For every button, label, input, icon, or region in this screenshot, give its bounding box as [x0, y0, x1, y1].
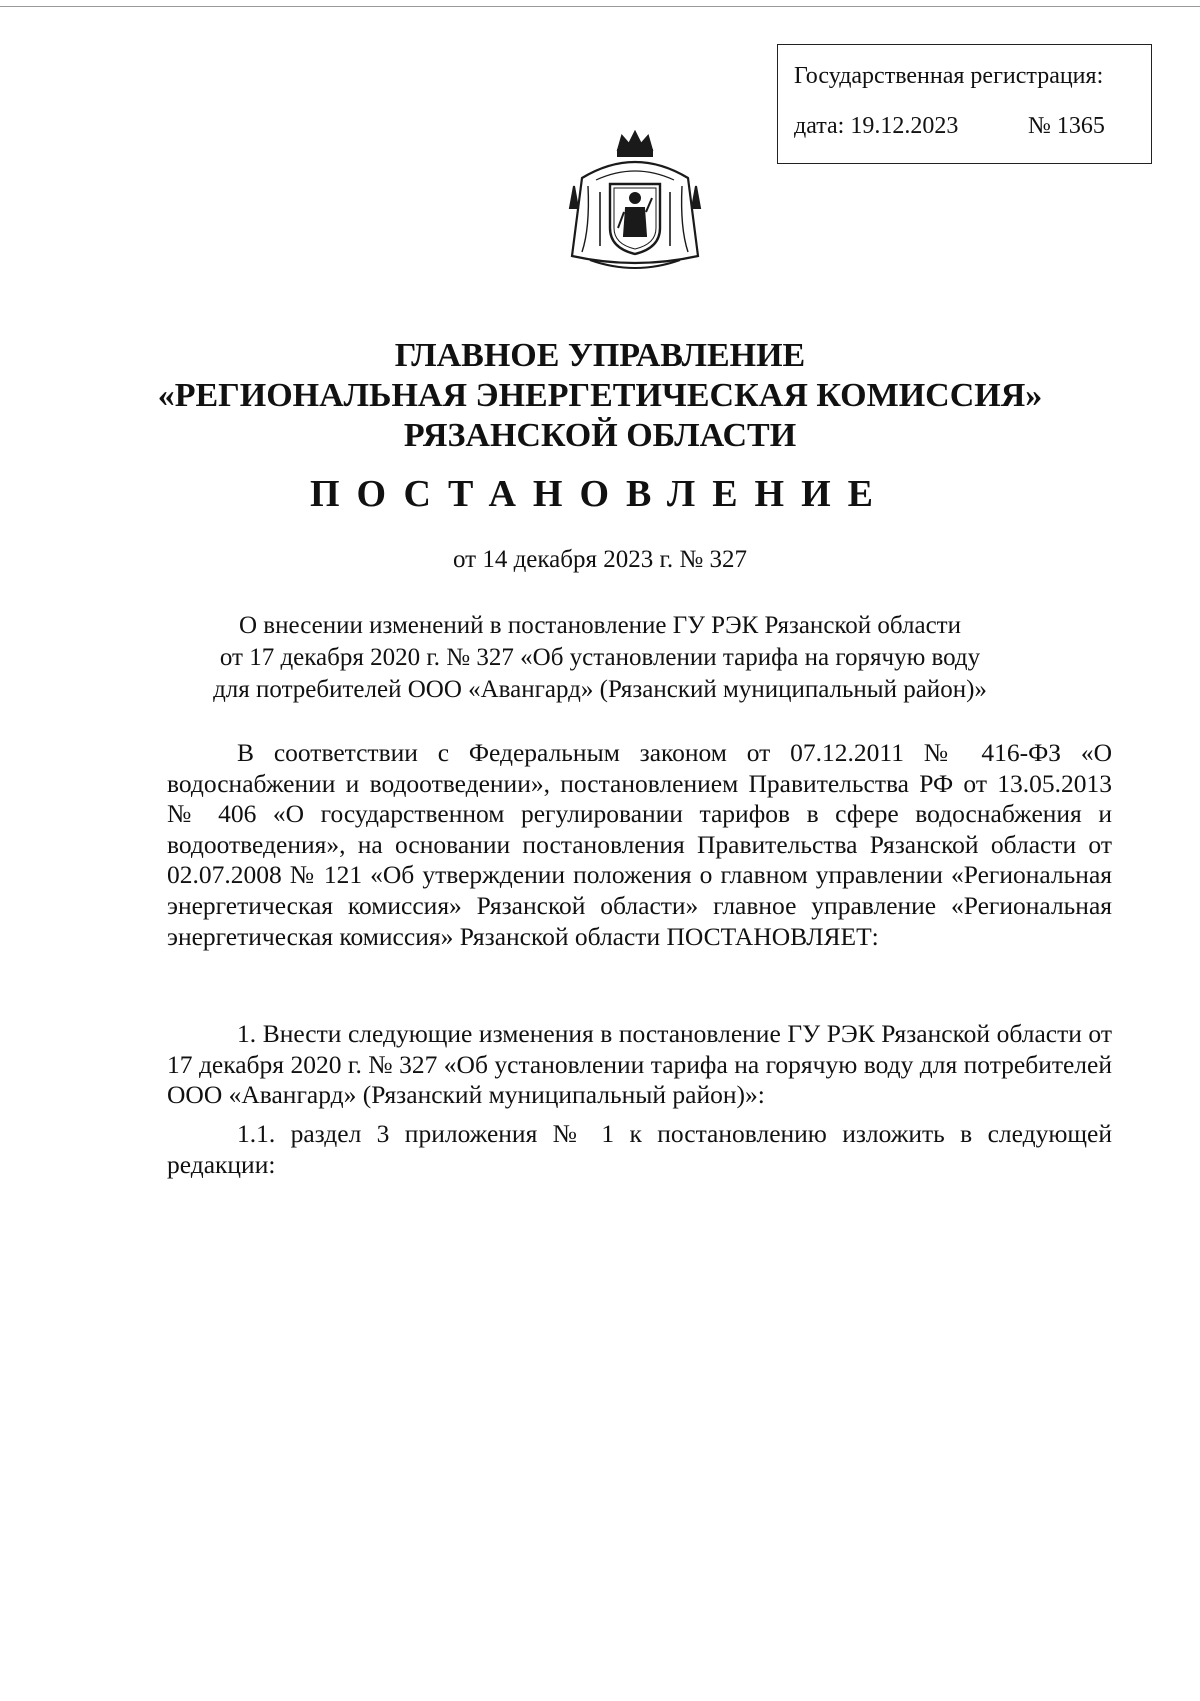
item-1-1-paragraph: 1.1. раздел 3 приложения № 1 к постановлению изложить в следующей редакции:	[167, 1119, 1112, 1179]
page-top-border	[0, 6, 1200, 7]
subject-line-2: от 17 декабря 2020 г. № 327 «Об установлении тарифа на горячую воду	[219, 644, 981, 671]
document-date-number: от 14 декабря 2023 г. № 327	[452, 546, 748, 573]
subject-line-1: О внесении изменений в постановление ГУ РЭК Рязанской области	[239, 612, 961, 639]
authority-line-2: «РЕГИОНАЛЬНАЯ ЭНЕРГЕТИЧЕСКАЯ КОМИССИЯ»	[157, 377, 1043, 414]
registration-title: Государственная регистрация:	[794, 63, 1104, 89]
preamble-paragraph: В соответствии с Федеральным законом от 07.12.2011 № 416-ФЗ «О водоснабжении и водоотведении», постановлением Правительства РФ от 13.05.2013 № 406 «О государственном регулировании тарифов в сфере водоснабжения и водоотведения», на основании постановления Правительства Рязанской области от 02.07.2008 № 121 «Об утверждении положения о главном управлении «Региональная энергетическая комиссия» Рязанской области» главное управление «Региональная энергетическая комиссия» Рязанской области ПОСТАНОВЛЯЕТ:	[167, 738, 1112, 951]
authority-line-3: РЯЗАНСКОЙ ОБЛАСТИ	[403, 417, 797, 454]
item-1-paragraph: 1. Внести следующие изменения в постановление ГУ РЭК Рязанской области от 17 декабря 2020 г. № 327 «Об установлении тарифа на горячую воду для потребителей ООО «Авангард» (Рязанский муниципальный район)»:	[167, 1019, 1112, 1110]
document-type-title: ПОСТАНОВЛЕНИЕ	[309, 473, 891, 515]
authority-line-1: ГЛАВНОЕ УПРАВЛЕНИЕ	[394, 337, 806, 374]
subject-line-3: для потребителей ООО «Авангард» (Рязанский муниципальный район)»	[213, 676, 987, 703]
registration-date: дата: 19.12.2023	[794, 113, 959, 139]
ryazan-coat-of-arms-icon	[560, 128, 710, 278]
registration-stamp	[777, 44, 1152, 164]
registration-number: № 1365	[1028, 113, 1105, 139]
